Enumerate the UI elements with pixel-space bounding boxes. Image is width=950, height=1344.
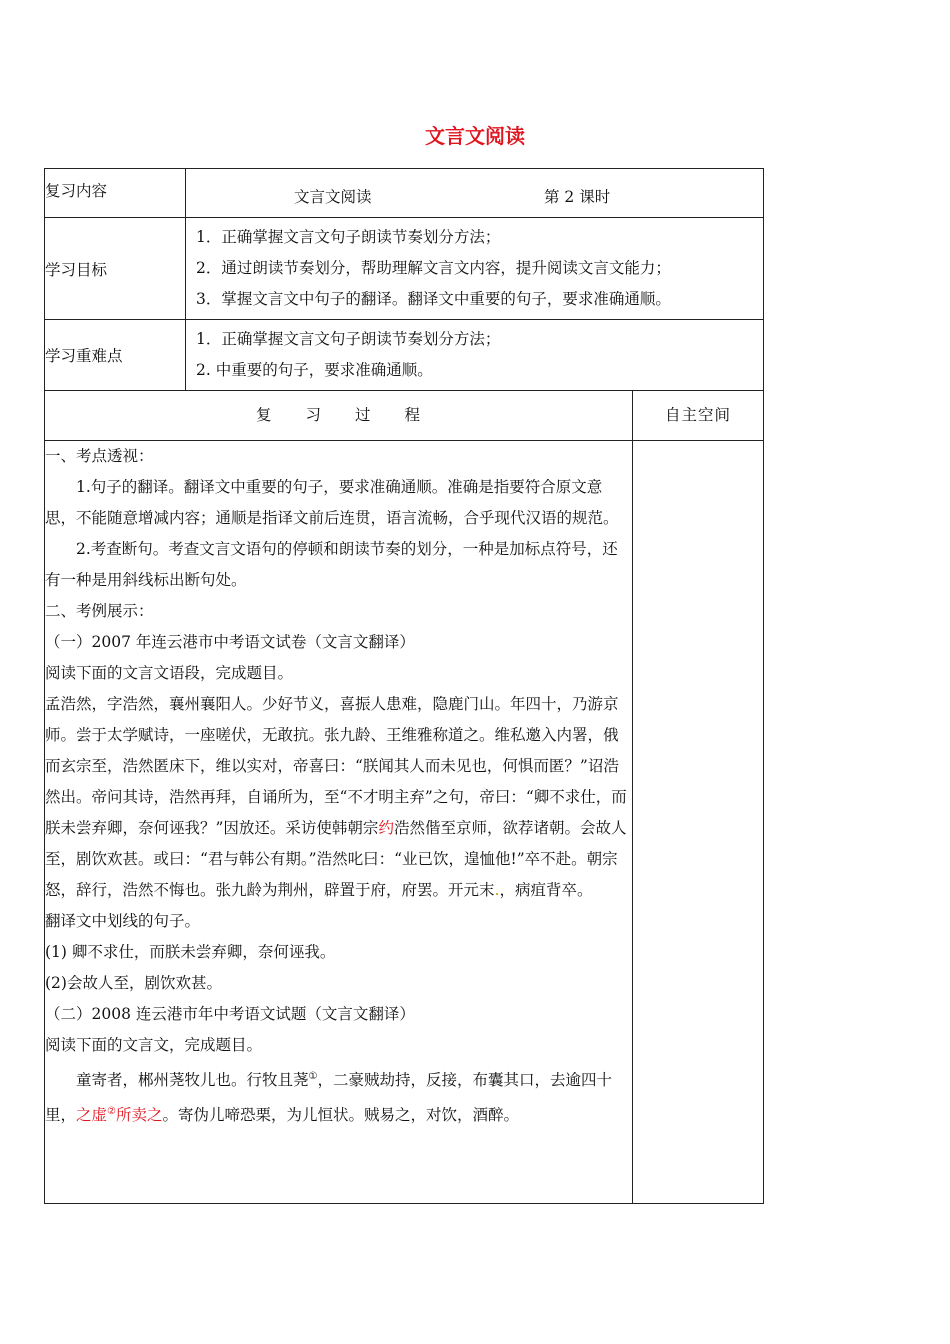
paragraph: 1.句子的翻译。翻译文中重要的句子，要求准确通顺。准确是指要符合原文意思，不能随意增减内容；通顺是指译文前后连贯，语言流畅，合乎现代汉语的规范。 [45,478,619,527]
section-title: 一、考点透视： [45,447,154,465]
highlighted-phrase: 之虚 [76,1106,108,1125]
footnote-marker: ① [308,1071,318,1082]
side-space [633,441,764,1204]
example-title: （一）2007 年连云港市中考语文试卷（文言文翻译） [45,633,415,651]
passage-text: ，二豪贼劫持，反接，布囊其口，去逾四十里， [45,1071,612,1125]
classical-passage [45,1061,632,1131]
passage-text: ，病疽背卒。 [499,881,593,899]
key-points-cell [186,320,764,391]
passage-text: 浩然偕至京师，欲荐诸朝。会故人至，剧饮欢甚。或曰：“君与韩公有期。”浩然叱曰：“业已饮，遑恤他!”卒不赴。朝宗怒，辞行，浩然不悔也。张九龄为荆州，辟置于府，府罢。开元末 [45,819,627,899]
instruction: 阅读下面的文言文语段，完成题目。 [45,664,294,682]
passage-text: 。寄伪儿啼恐栗，为儿恒状。贼易之，对饮，酒醉。 [162,1106,520,1125]
classical-passage [45,689,632,906]
section-title: 二、考例展示： [45,602,154,620]
review-content-cell [186,169,764,218]
question: (2)会故人至，剧饮欢甚。 [45,974,222,992]
key-point-item: 2. 中重要的句子，要求准确通顺。 [196,361,433,379]
highlighted-word: 约 [378,819,394,837]
footnote-marker: ② [107,1106,116,1118]
key-points-label: 学习重难点 [45,320,186,391]
goal-item: 1．正确掌握文言文句子朗读节奏划分方法； [196,228,501,246]
review-lesson: 第 2 课时 [544,188,611,206]
review-course: 文言文阅读 [294,188,372,206]
goals-label: 学习目标 [45,218,186,320]
question: (1) 卿不求仕，而朕未尝弃卿，奈何诬我。 [45,943,336,961]
goal-item: 2．通过朗读节奏划分，帮助理解文言文内容，提升阅读文言文能力； [196,259,671,277]
key-points-row [45,320,764,391]
example-title: （二）2008 连云港市年中考语文试题（文言文翻译） [45,1005,415,1023]
key-point-item: 1．正确掌握文言文句子朗读节奏划分方法； [196,330,501,348]
process-heading: 复 习 过 程 [45,391,633,441]
process-content [45,441,633,1204]
lesson-table [44,168,764,1204]
side-space-heading: 自主空间 [633,391,764,441]
page-title: 文言文阅读 [425,124,525,148]
goals-row [45,218,764,320]
process-header-row [45,391,764,441]
goals-cell [186,218,764,320]
passage-text: 童寄者，郴州荛牧儿也。行牧且荛 [76,1071,309,1090]
goal-item: 3．掌握文言文中句子的翻译。翻译文中重要的句子，要求准确通顺。 [196,290,671,308]
review-content-row [45,169,764,218]
paragraph: 2.考查断句。考查文言文语句的停顿和朗读节奏的划分，一种是加标点符号，还有一种是用斜线标出断句处。 [45,540,618,589]
instruction: 阅读下面的文言文，完成题目。 [45,1036,263,1054]
highlighted-phrase: 所卖之 [116,1106,163,1125]
emphasis-dot: . [494,881,500,899]
task: 翻译文中划线的句子。 [45,912,201,930]
process-body-row [45,441,764,1204]
passage-text: 孟浩然，字浩然，襄州襄阳人。少好节义，喜振人患难，隐鹿门山。年四十，乃游京师。尝于太学赋诗，一座嗟伏，无敢抗。张九龄、王维雅称道之。维私邀入内署，俄而玄宗至，浩然匿床下，维以实对，帝喜曰：“朕闻其人而未见也，何惧而匿？”诏浩然出。帝问其诗，浩然再拜，自诵所为，至“不才明主弃”之句，帝曰：“卿不求仕，而朕未尝弃卿，奈何诬我？”因放还。采访使韩朝宗 [45,695,627,837]
review-content-label: 复习内容 [45,169,186,218]
